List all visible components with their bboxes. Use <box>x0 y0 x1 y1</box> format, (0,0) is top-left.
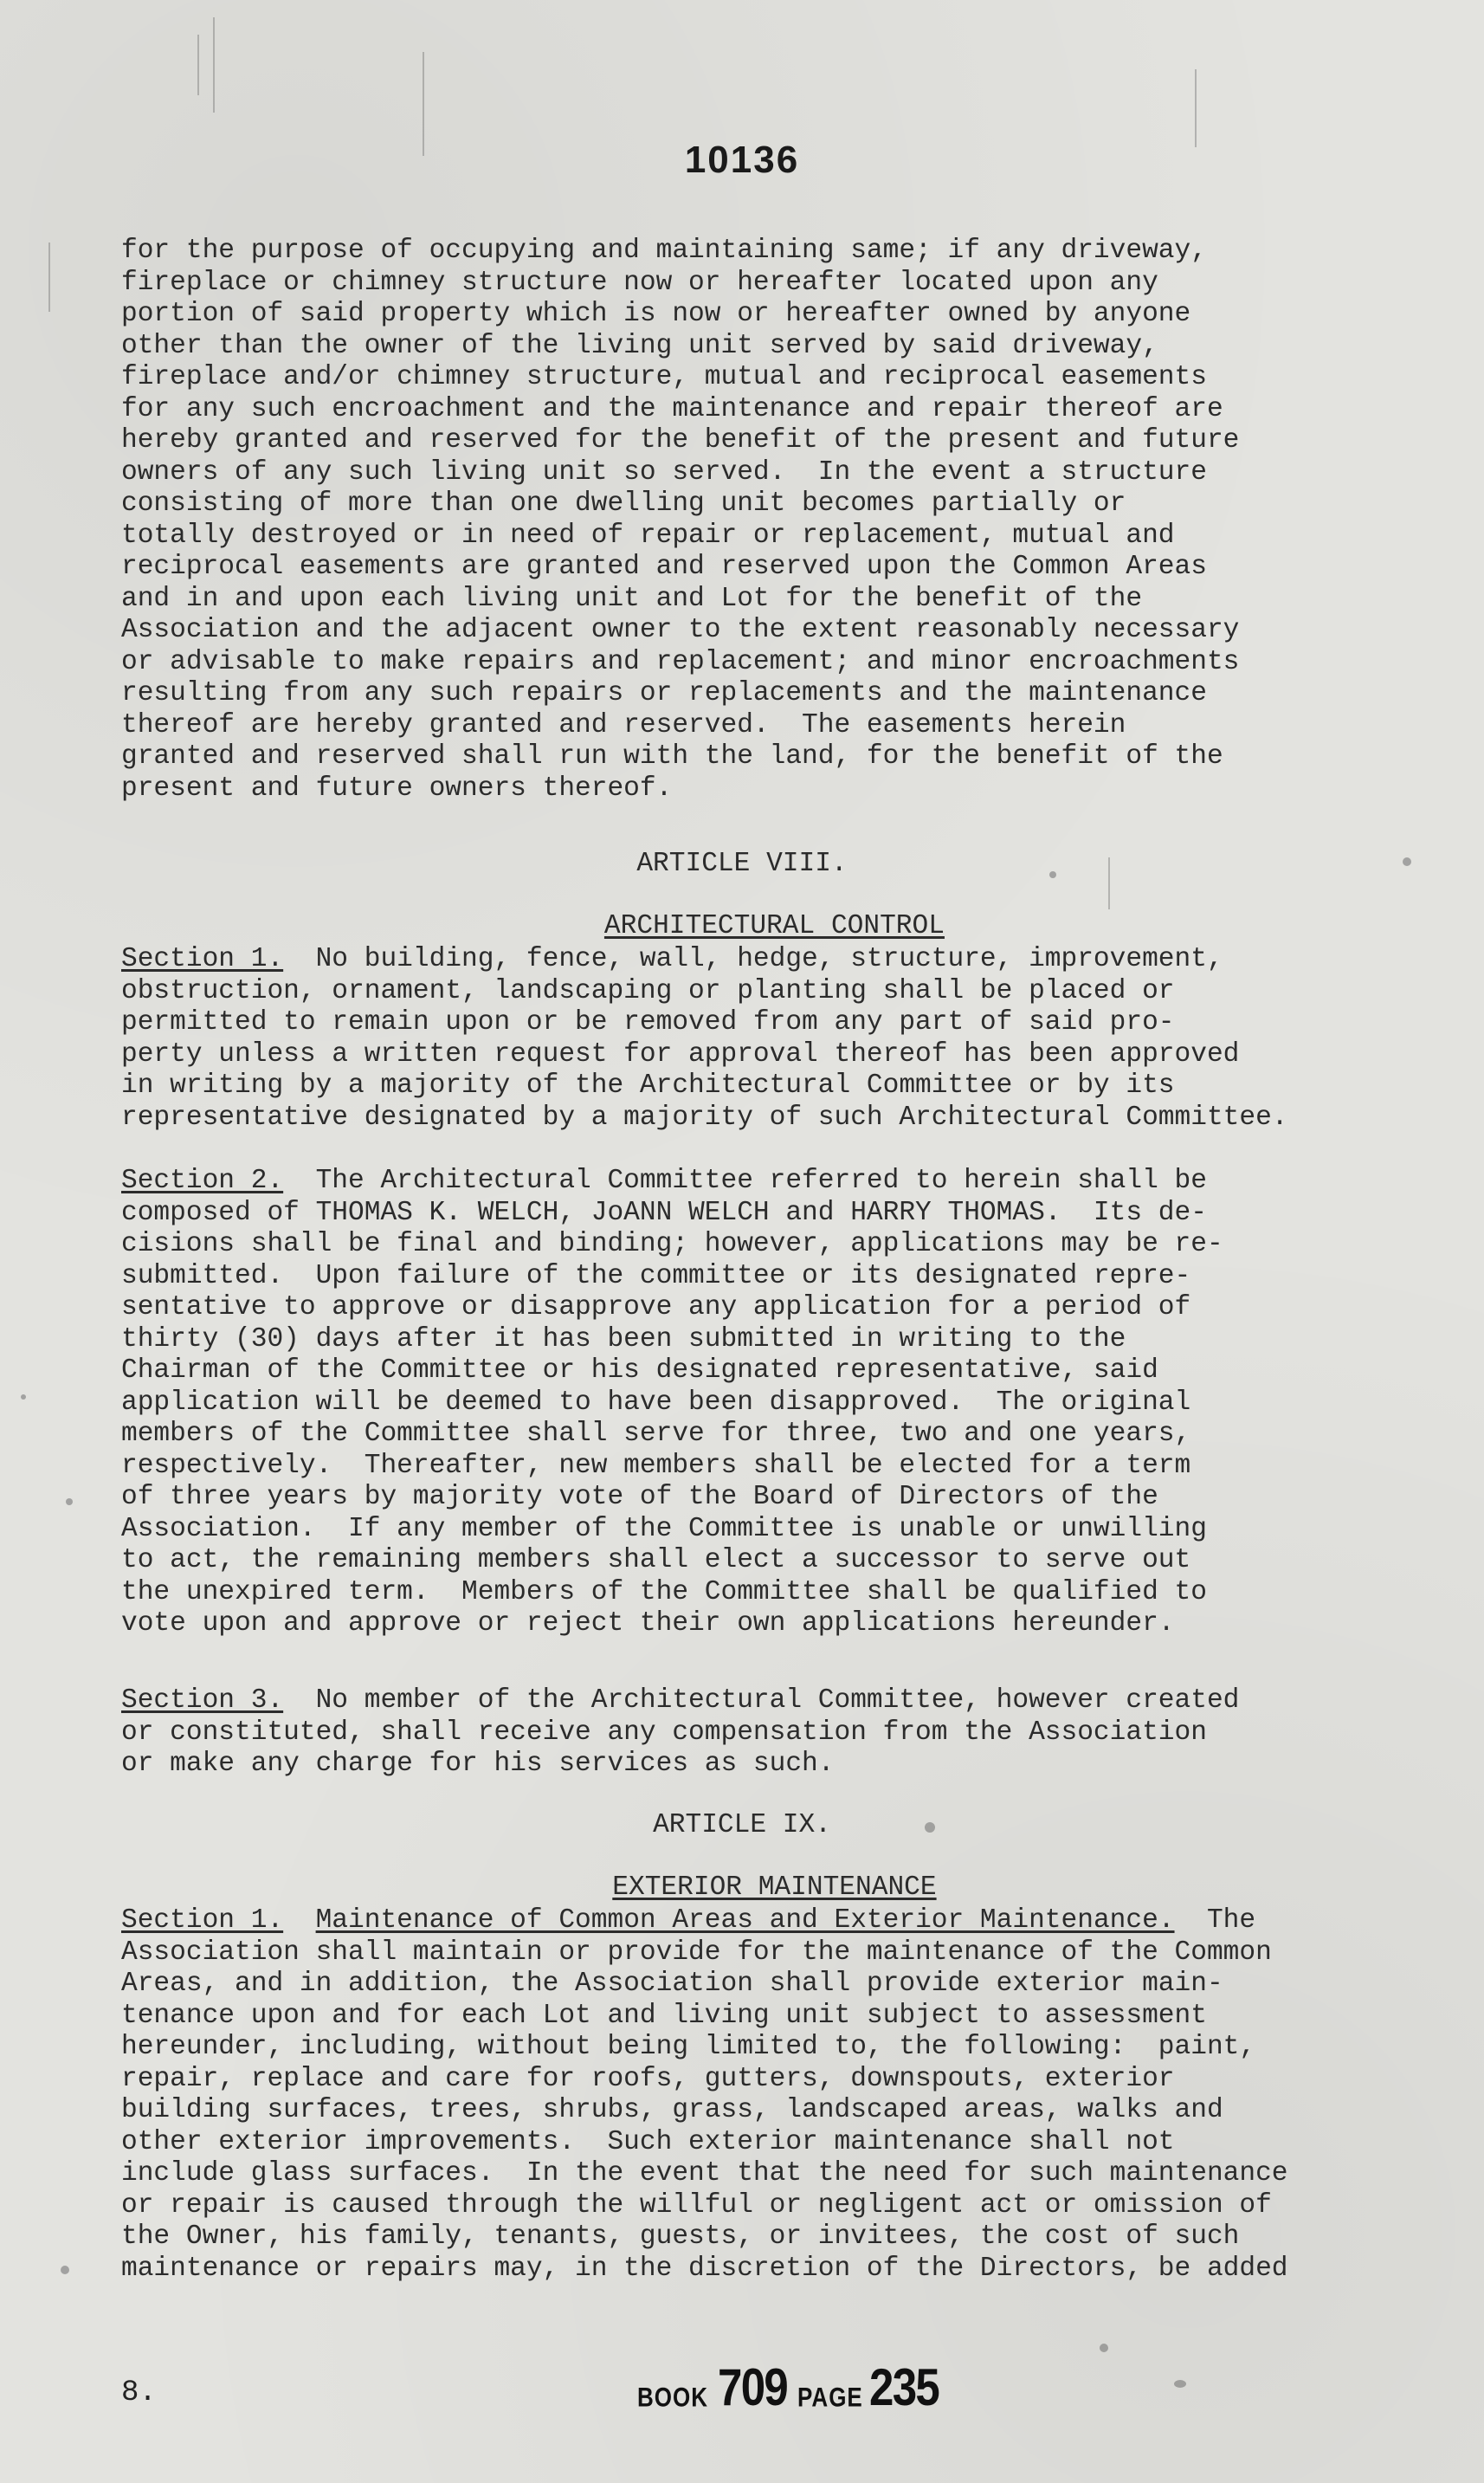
scan-speck <box>61 2266 69 2274</box>
article-ix-title: ARTICLE IX. <box>653 1810 831 1840</box>
section-2-first-line: The Architectural Committee referred to herein shall be <box>283 1166 1207 1196</box>
book-page-stamp <box>637 2357 945 2417</box>
section-2-label: Section 2. <box>121 1166 284 1196</box>
article-viii-title: ARTICLE VIII. <box>636 849 848 879</box>
ix-section-1-heading: Maintenance of Common Areas and Exterior Maintenance. <box>315 1905 1175 1936</box>
ix-section-1-label: Section 1. <box>121 1905 284 1936</box>
article-viii-section-2 <box>121 1166 1437 1640</box>
article-viii-section-3 <box>121 1685 1437 1781</box>
scan-speck <box>925 1822 935 1833</box>
scan-streak <box>48 242 50 312</box>
scan-streak <box>1108 857 1110 909</box>
paragraph-easements: for the purpose of occupying and maintaining same; if any driveway, fireplace or chimney structure now or hereafter located upon any portion of said property which is now or hereafter owned by anyone other than the owner of the living unit served by said driveway, fireplace and/or chimney structure, mutual and reciprocal easements for any such encroachment and the maintenance and repair thereof are hereby granted and reserved for the benefit of the present and future owners of any such living unit so served. In the event a structure consisting of more than one dwelling unit becomes partially or totally destroyed or in need of repair or replacement, mutual and reciprocal easements are granted and reserved upon the Common Areas and in and upon each living unit and Lot for the benefit of the Association and the adjacent owner to the extent reasonably necessary or advisable to make repairs and replacement; and minor encroachments resulting from any such repairs or replacements and the maintenance thereof are hereby granted and reserved. The easements herein granted and reserved shall run with the land, for the benefit of the present and future owners thereof. <box>121 236 1240 804</box>
scan-speck <box>1403 857 1411 866</box>
book-number: 709 <box>718 2358 788 2416</box>
page-value: 235 <box>868 2358 939 2416</box>
ix-section-1-gap <box>283 1905 315 1936</box>
article-ix-subtitle-text: EXTERIOR MAINTENANCE <box>612 1872 937 1903</box>
scan-streak <box>1195 69 1197 147</box>
article-ix-section-1 <box>121 1905 1437 2285</box>
article-viii-subtitle-text: ARCHITECTURAL CONTROL <box>603 911 945 941</box>
section-3-label: Section 3. <box>121 1685 284 1716</box>
ix-section-1-first-line: The <box>1174 1905 1256 1936</box>
scan-speck <box>21 1394 26 1400</box>
scan-streak <box>423 52 424 156</box>
book-label: BOOK <box>637 2381 708 2413</box>
ix-section-1-text: Association shall maintain or provide for the maintenance of the Common Areas, and in addition, the Association shall provide exterior main- tenance upon and for each Lot and living unit subject to assessment hereunder, including, without being limited to, the following: paint, repair, replace and care for roofs, gutters, downspouts, exterior building surfaces, trees, shrubs, grass, landscaped areas, walks and other exterior improvements. Such exterior maintenance shall not include glass surfaces. In the event that the need for such maintenance or repair is caused through the willful or negligent act or omission of the Owner, his family, tenants, guests, or invitees, the cost of such maintenance or repairs may, in the discretion of the Directors, be added <box>121 1937 1288 2284</box>
scan-speck <box>1100 2344 1108 2352</box>
scan-streak <box>197 35 199 95</box>
scan-speck <box>1049 871 1056 878</box>
document-number: 10136 <box>684 139 800 181</box>
section-3-text: or constituted, shall receive any compensation from the Association or make any charge for his services as such. <box>121 1717 1207 1779</box>
scan-speck <box>1174 2380 1186 2388</box>
section-2-text: composed of THOMAS K. WELCH, JoANN WELCH and HARRY THOMAS. Its de- cisions shall be final and binding; however, applications may be re- submitted. Upon failure of the committee or its designated repre- sentative to approve or disapprove any application for a period of thirty (30) days after it has been submitted in writing to the Chairman of the Committee or his designated representative, said application will be deemed to have been disapproved. The original members of the Committee shall serve for three, two and one years, respectively. Thereafter, new members shall be elected for a term of three years by majority vote of the Board of Directors of the Association. If any member of the Committee is unable or unwilling to act, the remaining members shall elect a successor to serve out the unexpired term. Members of the Committee shall be qualified to vote upon and approve or reject their own applications hereunder. <box>121 1197 1223 1639</box>
section-3-first-line: No member of the Architectural Committee, however created <box>283 1685 1240 1716</box>
article-viii-section-1 <box>121 944 1437 1134</box>
section-1-first-line: No building, fence, wall, hedge, structure, improvement, <box>283 944 1223 974</box>
section-1-label: Section 1. <box>121 944 284 974</box>
scan-speck <box>66 1498 73 1505</box>
page-label: PAGE <box>797 2381 863 2413</box>
scan-streak <box>213 17 215 113</box>
section-1-text: obstruction, ornament, landscaping or planting shall be placed or permitted to remain upon or be removed from any part of said pro- perty unless a written request for approval thereof has been approved in writing by a majority of the Architectural Committee or by its representative designated by a majority of such Architectural Committee. <box>121 975 1288 1133</box>
page-number: 8. <box>121 2376 157 2409</box>
